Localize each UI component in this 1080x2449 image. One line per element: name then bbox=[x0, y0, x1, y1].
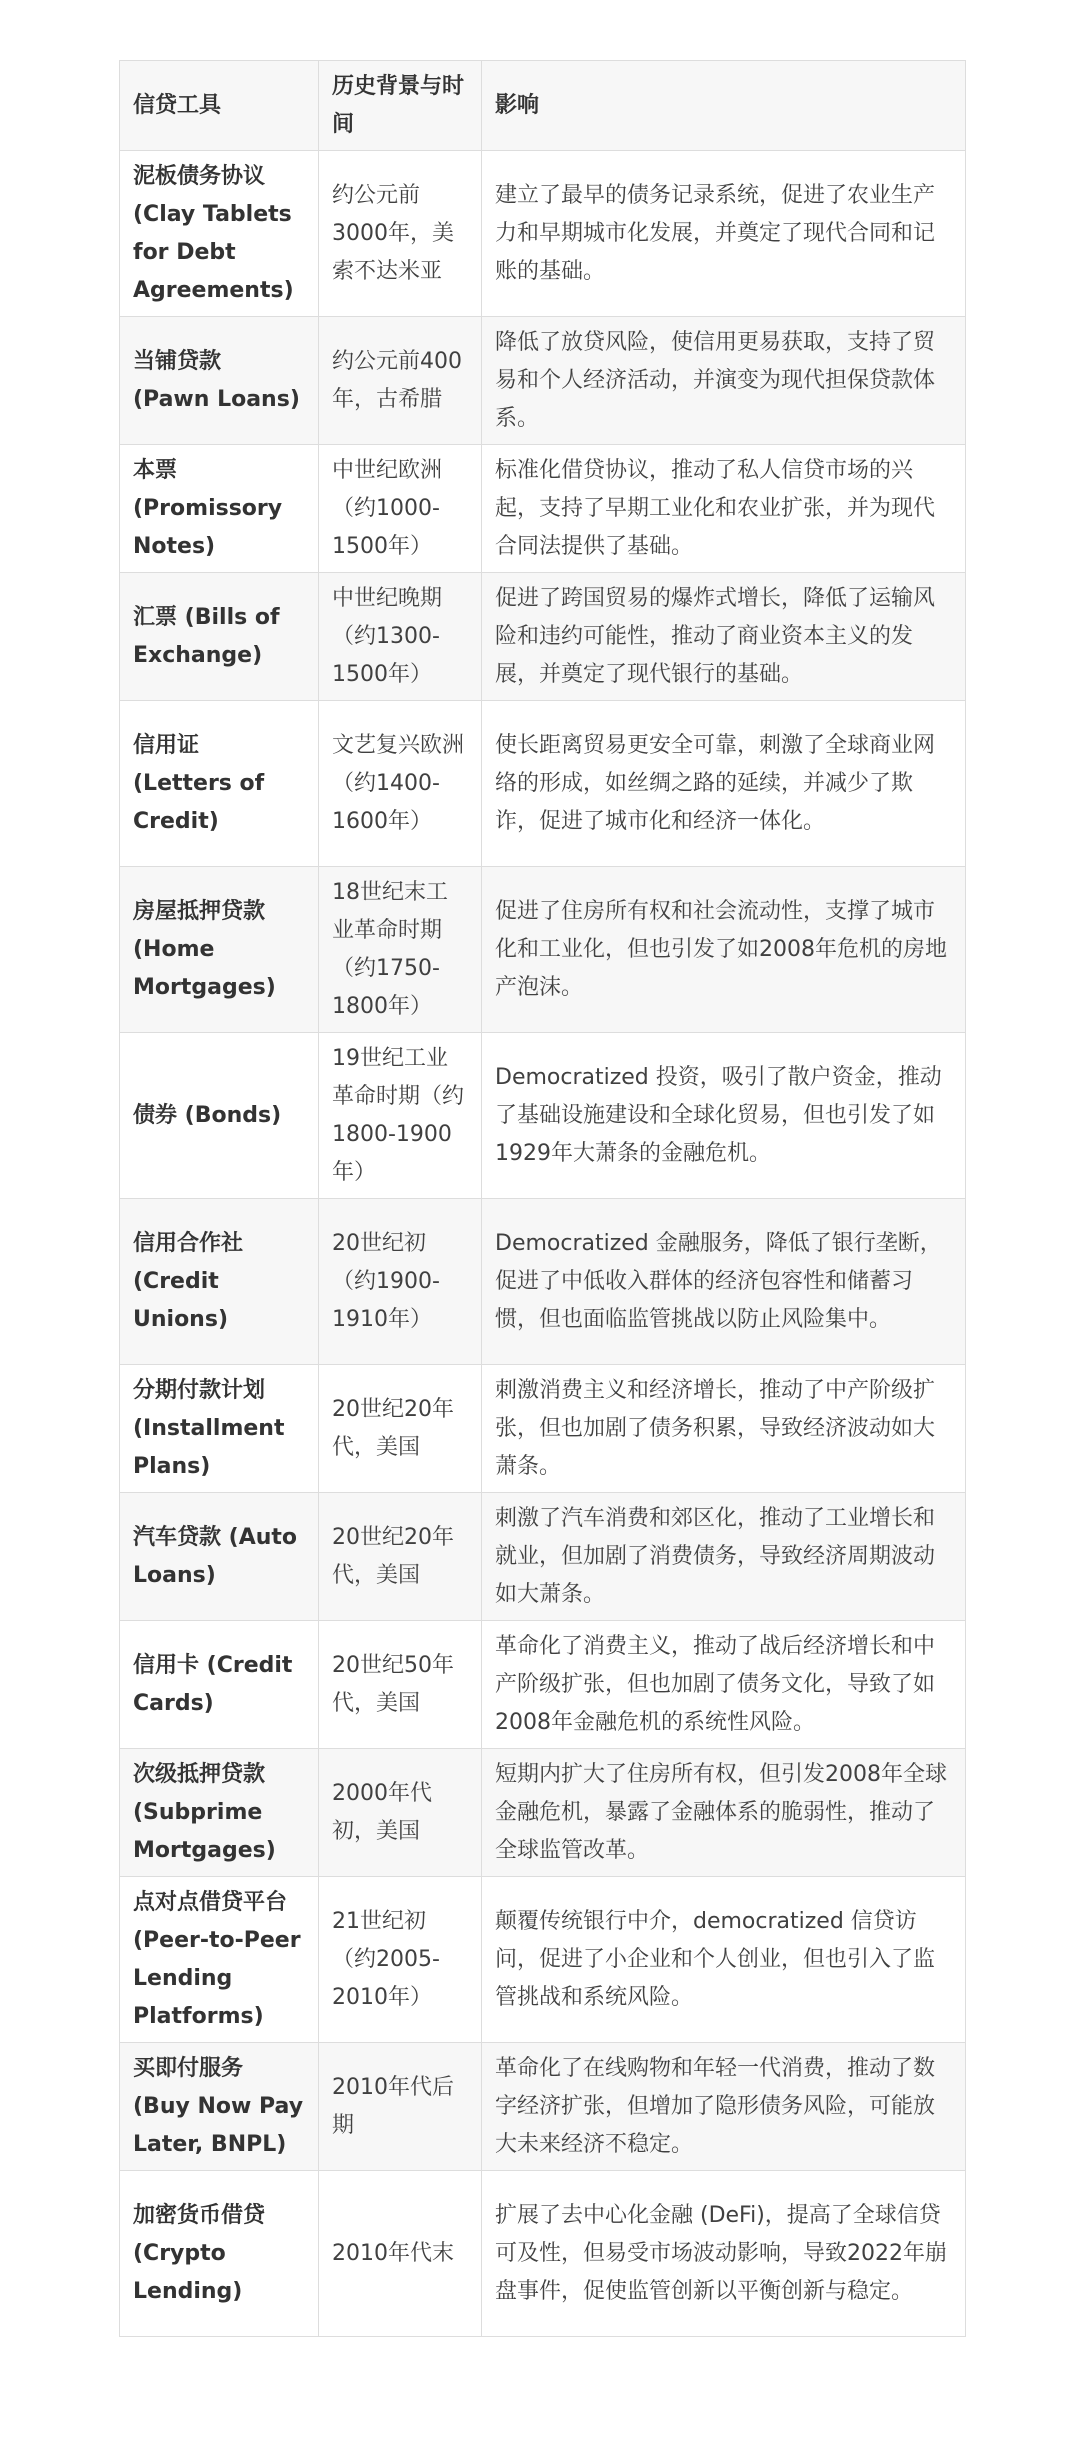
table-row bbox=[120, 1033, 966, 1199]
period-cell: 18世纪末工业革命时期（约1750-1800年） bbox=[319, 867, 482, 1033]
impact-cell: 建立了最早的债务记录系统，促进了农业生产力和早期城市化发展，并奠定了现代合同和记账的基础。 bbox=[482, 151, 966, 317]
tool-cell: 泥板债务协议 (Clay Tablets for Debt Agreements) bbox=[120, 151, 319, 317]
period-cell: 中世纪晚期（约1300-1500年） bbox=[319, 573, 482, 701]
impact-cell: 扩展了去中心化金融 (DeFi)，提高了全球信贷可及性，但易受市场波动影响，导致2022年崩盘事件，促使监管创新以平衡创新与稳定。 bbox=[482, 2171, 966, 2337]
impact-cell: 促进了跨国贸易的爆炸式增长，降低了运输风险和违约可能性，推动了商业资本主义的发展，并奠定了现代银行的基础。 bbox=[482, 573, 966, 701]
period-cell: 19世纪工业革命时期（约1800-1900年） bbox=[319, 1033, 482, 1199]
column-header-tool: 信贷工具 bbox=[120, 61, 319, 151]
table-row bbox=[120, 867, 966, 1033]
impact-cell: 短期内扩大了住房所有权，但引发2008年全球金融危机，暴露了金融体系的脆弱性，推动了全球监管改革。 bbox=[482, 1749, 966, 1877]
tool-cell: 本票 (Promissory Notes) bbox=[120, 445, 319, 573]
table-row bbox=[120, 445, 966, 573]
tool-cell: 房屋抵押贷款 (Home Mortgages) bbox=[120, 867, 319, 1033]
column-header-impact: 影响 bbox=[482, 61, 966, 151]
impact-cell: 颠覆传统银行中介，democratized 信贷访问，促进了小企业和个人创业，但也引入了监管挑战和系统风险。 bbox=[482, 1877, 966, 2043]
period-cell: 20世纪初（约1900-1910年） bbox=[319, 1199, 482, 1365]
table-row bbox=[120, 1621, 966, 1749]
table-row bbox=[120, 1877, 966, 2043]
table-row bbox=[120, 1199, 966, 1365]
table-header-row bbox=[120, 61, 966, 151]
tool-cell: 加密货币借贷 (Crypto Lending) bbox=[120, 2171, 319, 2337]
period-cell: 2010年代后期 bbox=[319, 2043, 482, 2171]
table-row bbox=[120, 2043, 966, 2171]
period-cell: 20世纪50年代，美国 bbox=[319, 1621, 482, 1749]
impact-cell: 刺激消费主义和经济增长，推动了中产阶级扩张，但也加剧了债务积累，导致经济波动如大萧条。 bbox=[482, 1365, 966, 1493]
impact-cell: 革命化了消费主义，推动了战后经济增长和中产阶级扩张，但也加剧了债务文化，导致了如2008年金融危机的系统性风险。 bbox=[482, 1621, 966, 1749]
tool-cell: 次级抵押贷款 (Subprime Mortgages) bbox=[120, 1749, 319, 1877]
table-row bbox=[120, 701, 966, 867]
impact-cell: 促进了住房所有权和社会流动性，支撑了城市化和工业化，但也引发了如2008年危机的房地产泡沫。 bbox=[482, 867, 966, 1033]
period-cell: 21世纪初（约2005-2010年） bbox=[319, 1877, 482, 2043]
table-row bbox=[120, 1493, 966, 1621]
period-cell: 约公元前3000年，美索不达米亚 bbox=[319, 151, 482, 317]
impact-cell: Democratized 金融服务，降低了银行垄断，促进了中低收入群体的经济包容性和储蓄习惯，但也面临监管挑战以防止风险集中。 bbox=[482, 1199, 966, 1365]
tool-cell: 分期付款计划 (Installment Plans) bbox=[120, 1365, 319, 1493]
period-cell: 中世纪欧洲（约1000-1500年） bbox=[319, 445, 482, 573]
table-row bbox=[120, 151, 966, 317]
impact-cell: 标准化借贷协议，推动了私人信贷市场的兴起，支持了早期工业化和农业扩张，并为现代合同法提供了基础。 bbox=[482, 445, 966, 573]
table-row bbox=[120, 573, 966, 701]
credit-tools-table bbox=[119, 60, 966, 2337]
period-cell: 2000年代初，美国 bbox=[319, 1749, 482, 1877]
tool-cell: 汽车贷款 (Auto Loans) bbox=[120, 1493, 319, 1621]
period-cell: 约公元前400年，古希腊 bbox=[319, 317, 482, 445]
tool-cell: 买即付服务 (Buy Now Pay Later, BNPL) bbox=[120, 2043, 319, 2171]
tool-cell: 当铺贷款 (Pawn Loans) bbox=[120, 317, 319, 445]
table-row bbox=[120, 317, 966, 445]
tool-cell: 债券 (Bonds) bbox=[120, 1033, 319, 1199]
impact-cell: Democratized 投资，吸引了散户资金，推动了基础设施建设和全球化贸易，但也引发了如1929年大萧条的金融危机。 bbox=[482, 1033, 966, 1199]
tool-cell: 信用证 (Letters of Credit) bbox=[120, 701, 319, 867]
impact-cell: 革命化了在线购物和年轻一代消费，推动了数字经济扩张，但增加了隐形债务风险，可能放大未来经济不稳定。 bbox=[482, 2043, 966, 2171]
impact-cell: 降低了放贷风险，使信用更易获取，支持了贸易和个人经济活动，并演变为现代担保贷款体系。 bbox=[482, 317, 966, 445]
period-cell: 2010年代末 bbox=[319, 2171, 482, 2337]
period-cell: 20世纪20年代，美国 bbox=[319, 1365, 482, 1493]
period-cell: 20世纪20年代，美国 bbox=[319, 1493, 482, 1621]
credit-tools-table-container bbox=[119, 60, 965, 2337]
tool-cell: 信用合作社 (Credit Unions) bbox=[120, 1199, 319, 1365]
table-row bbox=[120, 2171, 966, 2337]
column-header-period: 历史背景与时间 bbox=[319, 61, 482, 151]
tool-cell: 信用卡 (Credit Cards) bbox=[120, 1621, 319, 1749]
impact-cell: 刺激了汽车消费和郊区化，推动了工业增长和就业，但加剧了消费债务，导致经济周期波动如大萧条。 bbox=[482, 1493, 966, 1621]
tool-cell: 汇票 (Bills of Exchange) bbox=[120, 573, 319, 701]
period-cell: 文艺复兴欧洲（约1400-1600年） bbox=[319, 701, 482, 867]
impact-cell: 使长距离贸易更安全可靠，刺激了全球商业网络的形成，如丝绸之路的延续，并减少了欺诈，促进了城市化和经济一体化。 bbox=[482, 701, 966, 867]
table-row bbox=[120, 1749, 966, 1877]
table-row bbox=[120, 1365, 966, 1493]
tool-cell: 点对点借贷平台 (Peer-to-Peer Lending Platforms) bbox=[120, 1877, 319, 2043]
